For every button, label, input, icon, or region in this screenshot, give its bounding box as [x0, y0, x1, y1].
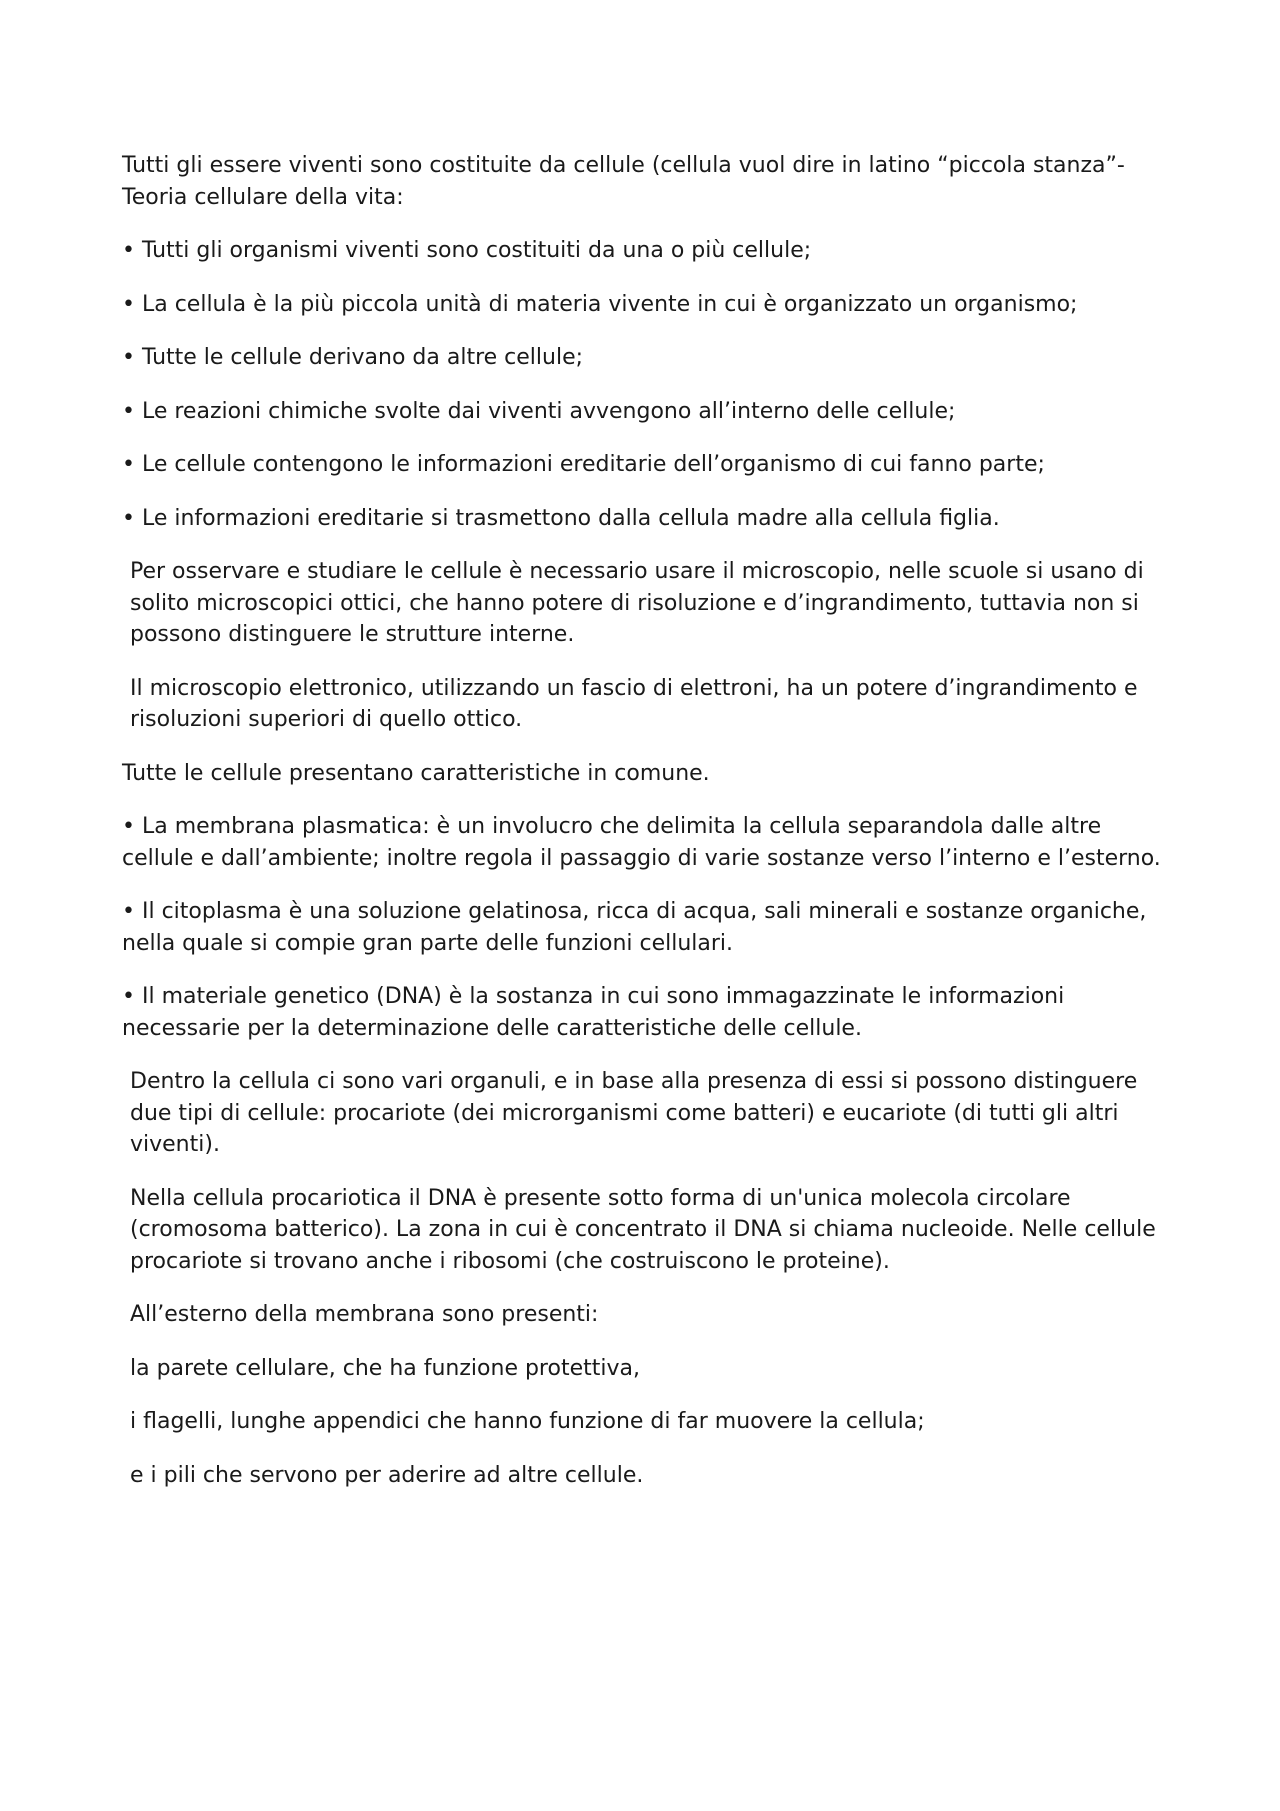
paragraph-organelles: Dentro la cellula ci sono vari organuli, e in base alla presenza di essi si possono distinguere due tipi di cellule: procariote (dei microrganismi come batteri) e eucariote (di tutti gli altri viventi).	[130, 1069, 1138, 1157]
bullet-item: • Tutte le cellule derivano da altre cellule;	[122, 345, 584, 370]
list-line-pili: e i pili che servono per aderire ad altre cellule.	[130, 1462, 644, 1488]
list-line-cell-wall: la parete cellulare, che ha funzione protettiva,	[130, 1355, 640, 1381]
bullet-item: • Il materiale genetico (DNA) è la sostanza in cui sono immagazzinate le informazioni necessarie per la determinazione delle caratteristiche delle cellule.	[122, 984, 1065, 1041]
bullet-item: • Le cellule contengono le informazioni ereditarie dell’organismo di cui fanno parte;	[122, 452, 1045, 477]
bullet-item: • Le informazioni ereditarie si trasmettono dalla cellula madre alla cellula figlia.	[122, 505, 1000, 531]
paragraph-intro: Tutti gli essere viventi sono costituite da cellule (cellula vuol dire in latino “piccola stanza”- Teoria cellulare della vita:	[122, 153, 1125, 210]
paragraph-microscope-electronic: Il microscopio elettronico, utilizzando un fascio di elettroni, ha un potere d’ingrandimento e risoluzioni superiori di quello ottico.	[130, 675, 1138, 732]
document-body	[122, 150, 1172, 1513]
paragraph-microscope-optical: Per osservare e studiare le cellule è necessario usare il microscopio, nelle scuole si usano di solito microscopici ottici, che hanno potere di risoluzione e d’ingrandimento, tuttavia non si possono distinguere le strutture interne.	[130, 559, 1144, 647]
bullet-item: • Tutti gli organismi viventi sono costituiti da una o più cellule;	[122, 238, 812, 263]
bullet-item: • La cellula è la più piccola unità di materia vivente in cui è organizzato un organismo;	[122, 291, 1078, 317]
bullet-item: • Le reazioni chimiche svolte dai viventi avvengono all’interno delle cellule;	[122, 398, 956, 424]
bullet-item: • La membrana plasmatica: è un involucro che delimita la cellula separandola dalle altre cellule e dall’ambiente; inoltre regola il passaggio di varie sostanze verso l’interno e l’esterno.	[122, 814, 1161, 871]
paragraph-prokaryotic: Nella cellula procariotica il DNA è presente sotto forma di un'unica molecola circolare (cromosoma batterico). La zona in cui è concentrato il DNA si chiama nucleoide. Nelle cellule procariote si trovano anche i ribosomi (che costruiscono le proteine).	[130, 1185, 1156, 1274]
bullet-item: • Il citoplasma è una soluzione gelatinosa, ricca di acqua, sali minerali e sostanze organiche, nella quale si compie gran parte delle funzioni cellulari.	[122, 899, 1147, 956]
paragraph-common-features: Tutte le cellule presentano caratteristiche in comune.	[122, 760, 710, 786]
list-line-flagella: i flagelli, lunghe appendici che hanno funzione di far muovere la cellula;	[130, 1409, 925, 1434]
paragraph-outside-membrane: All’esterno della membrana sono presenti:	[130, 1302, 599, 1327]
